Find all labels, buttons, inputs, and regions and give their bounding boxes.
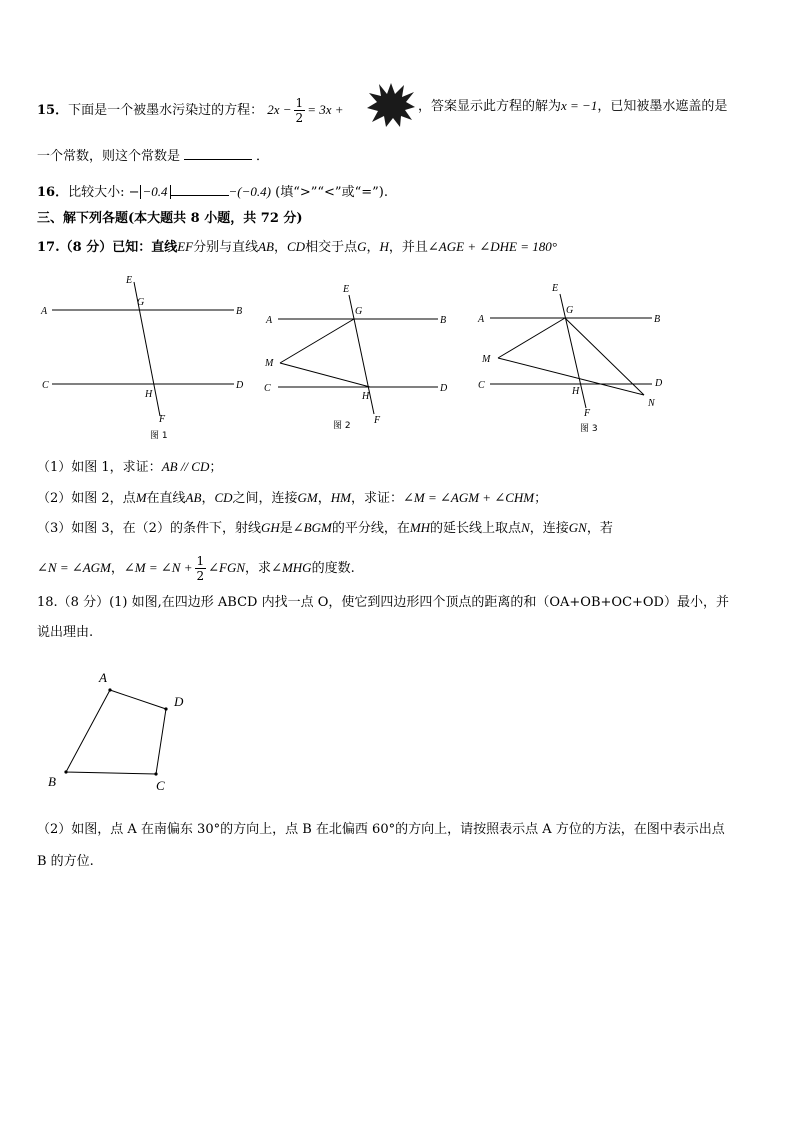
fig3-label-f: F [584, 408, 591, 419]
q17-cd: CD [287, 239, 306, 254]
q17-t1: 分别与直线 [193, 240, 259, 255]
q17-p2-a: （2）如图 2，点 [37, 491, 136, 506]
fig1-label-a: A [41, 306, 48, 317]
fig1-caption: 图 1 [150, 431, 168, 441]
q17-p3-l2c: ∠M = ∠N + [123, 560, 193, 575]
fig2-segment-hm [280, 363, 370, 387]
q17-p2-b: 在直线 [146, 491, 186, 506]
quad-point-a [108, 688, 111, 691]
fig2-label-d: D [440, 383, 448, 394]
q17-t5: ，并且 [388, 240, 428, 255]
q16-abs-value: −0.4 [140, 185, 171, 199]
q17-p3-e: ，连接 [529, 521, 569, 536]
fig3-segment-gn [565, 318, 644, 395]
quad-label-d: D [174, 694, 184, 709]
q15-line2 [37, 145, 269, 167]
fig3-ray-mhn [498, 358, 644, 395]
fig3-label-a: A [478, 314, 485, 325]
fig2-caption: 图 2 [333, 421, 351, 431]
fig2-label-g: G [355, 306, 363, 317]
fig3-caption: 图 3 [580, 424, 598, 434]
quad-label-a: A [99, 670, 107, 685]
quadrilateral-figure [40, 668, 200, 798]
fig2-label-m: M [265, 358, 274, 369]
quad-label-c: C [156, 778, 165, 793]
q17-condition: ∠AGE + ∠DHE = 180° [427, 239, 557, 254]
q18-line2: 说出理由. [37, 625, 94, 640]
q15-number: 15． [37, 103, 69, 118]
q15-text-b: ，答案显示此方程的解为 [418, 99, 562, 114]
q18-part2-line2: B 的方位. [37, 854, 94, 869]
q17-statement [37, 237, 557, 258]
q17-p2-e: ， [317, 491, 331, 506]
q17-g: G [357, 239, 367, 254]
fig1-label-g: G [137, 297, 145, 308]
q15-answer-blank[interactable] [184, 145, 252, 160]
fig2-label-b: B [440, 315, 447, 326]
q15-end: ． [256, 149, 270, 164]
q17-t3: 相交于点 [305, 240, 358, 255]
quad-label-b: B [48, 774, 56, 789]
fig3-label-c: C [478, 380, 485, 391]
q17-p3-l2a: ∠N = ∠AGM [37, 560, 111, 575]
q15-line1 [37, 96, 344, 125]
figure-1 [38, 270, 258, 440]
q16-answer-blank[interactable] [171, 181, 229, 196]
q17-p3-bgm: ∠BGM [292, 520, 332, 535]
fig3-segment-gm [498, 318, 565, 358]
q18-part2-line1: （2）如图，点 A 在南偏东 30°的方向上，点 B 在北偏西 60°的方向上，请按照表示点 A 方位的方法，在图中表示出点 [37, 822, 725, 837]
q17-p2-ab: AB [185, 490, 202, 505]
fig3-label-n: N [648, 398, 655, 409]
q17-p3-n: N [521, 520, 530, 535]
fig2-segment-gm [280, 319, 354, 363]
q17-fraction [195, 554, 207, 583]
q17-frac-den: 2 [196, 569, 205, 583]
q17-p3-gh: GH [260, 520, 280, 535]
q17-p3-f: ，若 [586, 521, 613, 536]
q17-p3-l2b: ， [110, 561, 124, 576]
fig1-label-d: D [236, 380, 244, 391]
fig2-label-e: E [343, 284, 350, 295]
q17-p1-a: （1）如图 1，求证： [37, 460, 162, 475]
q17-p2-gm: GM [297, 490, 318, 505]
fig1-label-f: F [159, 414, 166, 425]
section-heading: 三、解下列各题(本大题共 8 小题，共 72 分) [37, 211, 303, 226]
q15-eq-a: 2x − [267, 102, 292, 117]
quad-point-d [164, 707, 167, 710]
fig3-label-g: G [566, 305, 574, 316]
figure-2 [260, 280, 460, 440]
q17-p1-c: ； [209, 460, 223, 475]
q15-text-c: ，已知被墨水遮盖的是 [597, 99, 728, 114]
q17-part3-line2 [37, 554, 355, 583]
q17-part1 [37, 457, 222, 478]
q17-p2-d: 之间，连接 [232, 491, 298, 506]
q17-p3-mh: MH [409, 520, 431, 535]
fig1-label-c: C [42, 380, 49, 391]
q16-text-a: 比较大小: − [68, 185, 140, 200]
q17-p3-l2g: 的度数. [311, 561, 355, 576]
fig2-label-a: A [266, 315, 273, 326]
q15-fraction [294, 96, 306, 125]
q16-expr-b: −(−0.4) [228, 184, 271, 199]
q15-frac-den: 2 [295, 111, 304, 125]
q17-part3 [37, 518, 613, 539]
q17-p3-d: 的延长线上取点 [430, 521, 522, 536]
q17-p2-hm: HM [330, 490, 351, 505]
q17-ef: EF [177, 239, 194, 254]
q17-p2-g: ∠M = ∠AGM + ∠CHM [403, 490, 535, 505]
fig3-label-e: E [552, 283, 559, 294]
q17-p3-a: （3）如图 3，在（2）的条件下，射线 [37, 521, 261, 536]
q16-line [37, 181, 388, 203]
q17-p3-c: 的平分线，在 [331, 521, 410, 536]
q17-head: 17.（8 分）已知：直线 [37, 240, 178, 255]
q17-p3-l2e: ，求 [245, 561, 272, 576]
q17-p3-gn: GN [568, 520, 587, 535]
fig1-label-b: B [236, 306, 243, 317]
fig1-label-h: H [145, 389, 153, 400]
fig3-label-h: H [572, 386, 580, 397]
fig3-label-b: B [654, 314, 661, 325]
fig1-label-e: E [126, 275, 133, 286]
fig2-label-h: H [362, 391, 370, 402]
quad-point-c [154, 772, 157, 775]
ink-blot-icon [366, 82, 416, 128]
q16-number: 16． [37, 185, 69, 200]
fig2-label-f: F [374, 415, 381, 426]
q17-p3-b: 是 [279, 521, 293, 536]
q15-eq-b: = 3x + [307, 102, 344, 117]
q17-h: H [379, 239, 389, 254]
q17-p2-m: M [135, 490, 147, 505]
fig3-label-m: M [482, 354, 491, 365]
q17-t4: ， [366, 240, 380, 255]
fig2-label-c: C [264, 383, 271, 394]
q15-line2-text: 一个常数，则这个常数是 [37, 149, 181, 164]
q17-p2-f: ，求证： [350, 491, 403, 506]
q17-p3-l2f: ∠MHG [271, 560, 312, 575]
figure-3 [472, 280, 682, 440]
q15-frac-num: 1 [295, 96, 304, 110]
q16-text-b: (填“>”“<”或“=”). [275, 185, 388, 200]
q17-frac-num: 1 [196, 554, 205, 568]
q17-t2: ， [274, 240, 288, 255]
q17-p2-h: ； [534, 491, 548, 506]
fig3-label-d: D [655, 378, 663, 389]
q17-ab: AB [258, 239, 274, 254]
q17-p3-l2d: ∠FGN [208, 560, 246, 575]
q18-line1: 18.（8 分）(1) 如图,在四边形 ABCD 内找一点 O，使它到四边形四个顶点的距离的和（OA+OB+OC+OD）最小，并 [37, 595, 729, 610]
quadrilateral-abcd [66, 690, 166, 774]
q15-solution: x = −1 [561, 98, 598, 113]
q15-text-a: 下面是一个被墨水污染过的方程： [68, 103, 264, 118]
q17-p2-cd: CD [214, 490, 233, 505]
quad-point-b [64, 770, 67, 773]
q17-p2-c: ， [201, 491, 215, 506]
q17-p1-b: AB // CD [161, 459, 210, 474]
q15-line1-rest [418, 96, 727, 117]
q17-part2 [37, 488, 547, 509]
